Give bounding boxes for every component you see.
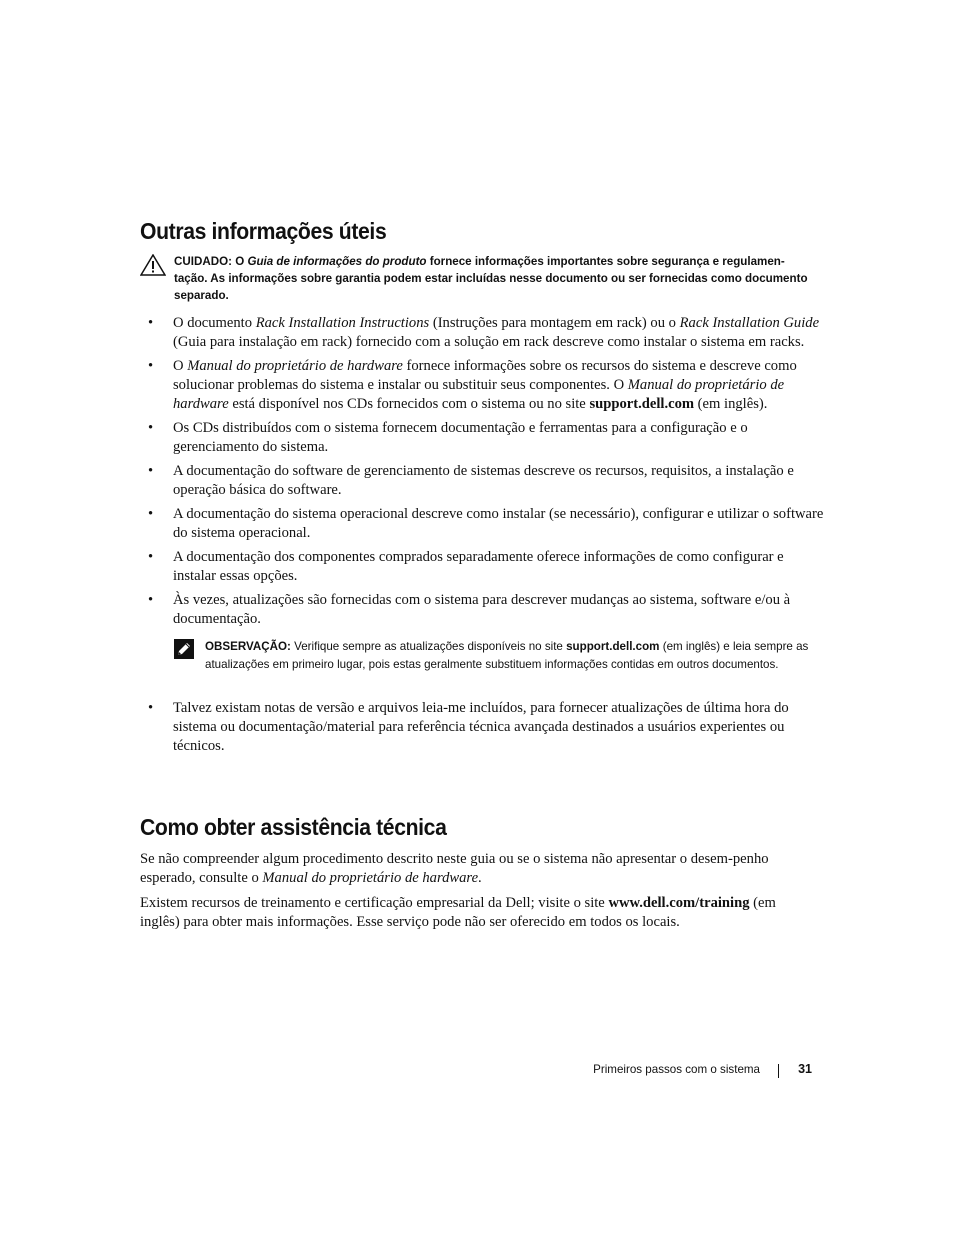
list-item: • Talvez existam notas de versão e arquivos leia-me incluídos, para fornecer atualizações de última hora do sistema ou documentação/material para referência técnica avançada destinados a usuários experientes ou técnicos. bbox=[148, 700, 789, 754]
caution-label: CUIDADO: bbox=[174, 255, 236, 268]
info-bullet-list bbox=[148, 314, 828, 761]
list-item: • A documentação dos componentes comprados separadamente oferece informações de como configurar e instalar essas opções. bbox=[148, 549, 784, 584]
warning-triangle-icon bbox=[140, 254, 166, 281]
bullet-dot: • bbox=[148, 506, 154, 522]
list-item: • A documentação do software de gerenciamento de sistemas descreve os recursos, requisitos, a instalação e operação básica do software. bbox=[148, 463, 794, 498]
bullet-dot: • bbox=[148, 315, 154, 331]
list-item: • O documento Rack Installation Instructions (Instruções para montagem em rack) ou o Rack Installation Guide (Guia para instalação em rack) fornecido com a solução em rack descreve como instalar o sistema em racks. bbox=[148, 315, 820, 350]
list-item: • Os CDs distribuídos com o sistema fornecem documentação e ferramentas para a configuração e o gerenciamento do sistema. bbox=[148, 420, 748, 455]
bullet-dot: • bbox=[148, 700, 154, 716]
paragraph-treinamento: Existem recursos de treinamento e certificação empresarial da Dell; visite o site www.dell.com/training (em inglês) para obter mais informações. Esse serviço pode não ser oferecido em todos os locais. bbox=[140, 895, 776, 930]
list-item: • O Manual do proprietário de hardware fornece informações sobre os recursos do sistema e descreve como solucionar problemas do sistema e instalar ou substituir seus componentes. O Manual do proprietário de hardware está disponível nos CDs fornecidos com o sistema ou no site support.dell.com (em inglês). bbox=[148, 358, 797, 412]
bullet-dot: • bbox=[148, 420, 154, 436]
bullet-dot: • bbox=[148, 463, 154, 479]
paragraph-assistencia: Se não compreender algum procedimento descrito neste guia ou se o sistema não apresentar o desem-penho esperado, consulte o Manual do proprietário de hardware. bbox=[140, 851, 769, 886]
list-item: • A documentação do sistema operacional descreve como instalar (se necessário), configurar e utilizar o software do sistema operacional. bbox=[148, 506, 824, 541]
support-link-text: support.dell.com bbox=[566, 640, 660, 653]
note-pencil-icon bbox=[173, 638, 195, 666]
caution-text: CUIDADO: O Guia de informações do produto fornece informações importantes sobre segurança e regulamen-tação. As informações sobre garantia podem estar incluídas nesse documento ou ser fornecidas como documento separado. bbox=[174, 255, 808, 302]
caution-doc-title: Guia de informações do produto bbox=[247, 255, 427, 268]
page-number: 31 bbox=[798, 1062, 812, 1076]
footer-title: Primeiros passos com o sistema bbox=[593, 1063, 760, 1076]
bullet-dot: • bbox=[148, 358, 154, 374]
note-label: OBSERVAÇÃO: bbox=[205, 640, 295, 653]
section-title-outras-informacoes: Outras informações úteis bbox=[140, 218, 387, 244]
bullet-dot: • bbox=[148, 549, 154, 565]
list-item: • Às vezes, atualizações são fornecidas com o sistema para descrever mudanças ao sistema, software e/ou à documentação. OBSERVAÇÃO: Verifique sempre as atualizações disponíveis no site support.dell.com (em inglês) e leia sempre as atualizações em primeiro lugar, pois estas geralmente substituem informações contidas em outros documentos. bbox=[148, 591, 828, 690]
support-link-text: support.dell.com bbox=[589, 396, 695, 412]
note-box bbox=[173, 638, 828, 690]
page-footer bbox=[540, 1062, 812, 1080]
bullet-dot: • bbox=[148, 592, 154, 608]
section-title-assistencia-tecnica: Como obter assistência técnica bbox=[140, 814, 447, 840]
note-text: OBSERVAÇÃO: Verifique sempre as atualizações disponíveis no site support.dell.com (em inglês) e leia sempre as atualizações em primeiro lugar, pois estas geralmente substituem informações contidas em outros documentos. bbox=[205, 640, 809, 671]
footer-separator bbox=[778, 1064, 779, 1078]
training-link-text: www.dell.com/training bbox=[608, 895, 750, 911]
